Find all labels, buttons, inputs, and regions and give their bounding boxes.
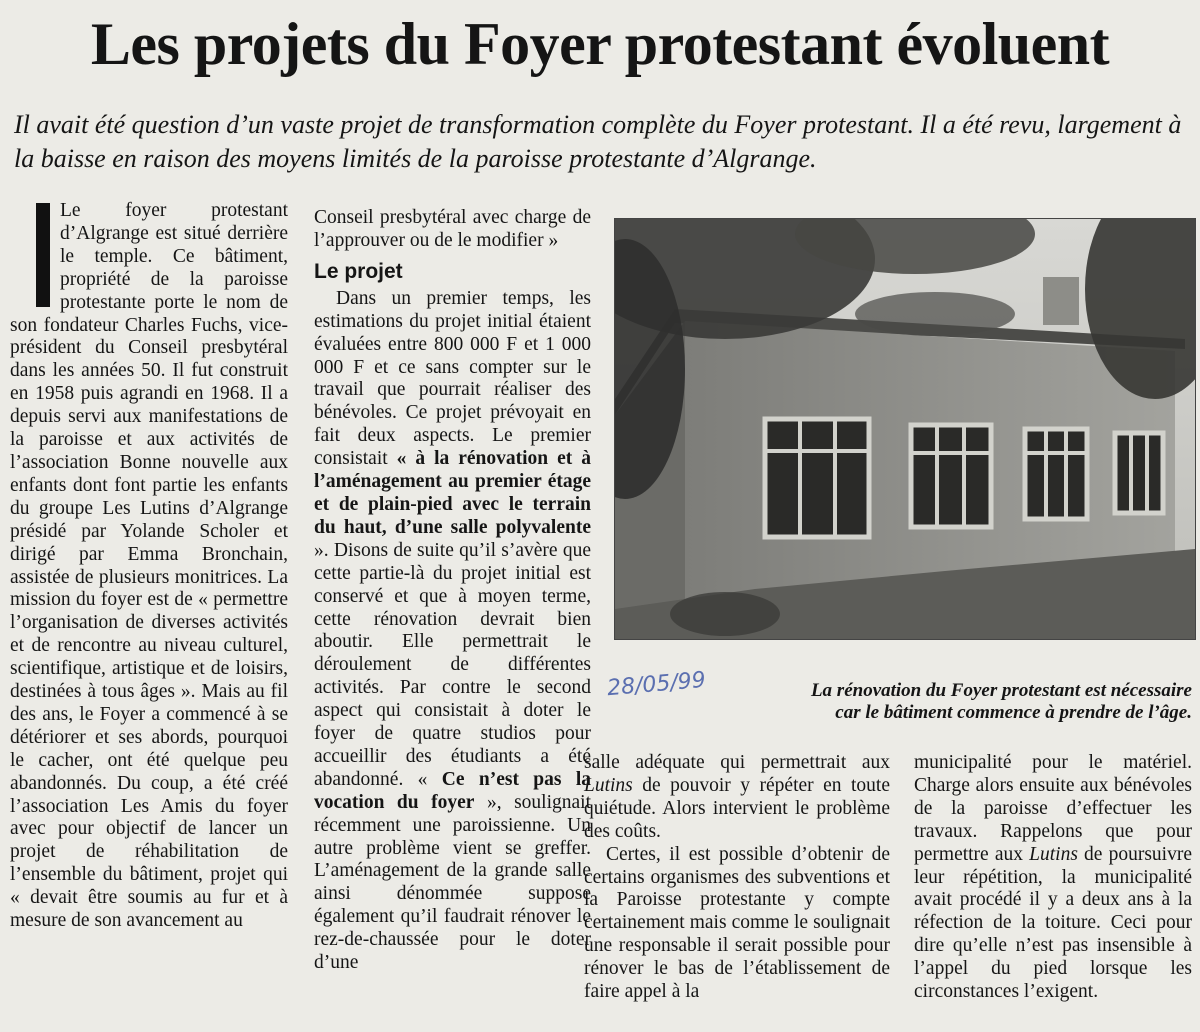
paragraph <box>584 752 890 844</box>
paragraph <box>914 752 1192 1004</box>
building-photo <box>614 218 1196 640</box>
drop-cap-bar <box>36 203 50 307</box>
text-run: de pouvoir y répéter en toute quiétude. Alors intervient le problème des coûts. <box>584 774 890 842</box>
text-run: salle adéquate qui permettrait aux <box>584 752 890 773</box>
date-stamp: 28/05/99 <box>606 667 707 702</box>
bold-quote: Ce n’est pas la vocation du foyer <box>314 768 592 813</box>
paragraph: Le foyer protestant d’Algrange est situé derrière le temple. Ce bâtiment, propriété de la paroisse protestante porte le nom de son fondateur Charles Fuchs, vice-président du Conseil presbytéral dans les années 50. Il fut construit en 1958 puis agrandi en 1968. Il a depuis servi aux manifestations de la paroisse et aux activités de l’association Bonne nouvelle aux enfants dont font partie les enfants du groupe Les Lutins d’Algrange présidé par Yolande Scholer et dirigé par Emma Bronchain, assistée de plusieurs monitrices. La mission du foyer est de « permettre l’organisation de diverses activités et de rencontre au niveau culturel, scientifique, artistique et de loisirs, destinées à tous âges ». Mais au fil des ans, le Foyer a commencé à se détériorer et ses abords, pourquoi le cacher, ont été quelque peu abandonnés. Du coup, a été créé l’association Les Amis du foyer avec pour objectif de lancer un projet de réhabilitation de l’ensemble du bâtiment, projet qui « devait être soumis au fur et à mesure de son avancement au <box>10 200 288 932</box>
headline: Les projets du Foyer protestant évoluent <box>90 11 1110 77</box>
article-column-2 <box>314 207 591 975</box>
text-run: », soulignait récemment une paroissienne. Un autre problème vient se greffer. L’aménagement de la grande salle ainsi dénommée suppose également qu’il faudrait rénover le rez-de-chaussée pour le doter d’une <box>314 791 592 974</box>
bold-quote: « à la rénovation et à l’aménagement au premier étage et de plain-pied avec le terrain du haut, d’une salle polyvalente <box>314 448 591 538</box>
chapeau: Il avait été question d’un vaste projet de transformation complète du Foyer protestant. Il a été revu, largement à la baisse en raison des moyens limités de la paroisse protestante d’Algrange. <box>14 110 1182 173</box>
italic-name: Lutins <box>584 774 633 796</box>
article-column-1 <box>10 200 288 933</box>
caption-line: car le bâtiment commence à prendre de l’âge. <box>835 702 1192 723</box>
text-run: municipalité pour le matériel. Charge alors ensuite aux bénévoles de la paroisse d’effectuer les travaux. Rappelons que pour permettre aux <box>914 752 1192 865</box>
article-column-4 <box>914 752 1192 1004</box>
italic-name: Lutins <box>1029 843 1078 865</box>
paragraph: Conseil presbytéral avec charge de l’approuver ou de le modifier » <box>314 207 591 251</box>
text-run: ». Disons de suite qu’il s’avère que cette partie-là du projet initial est conservé et que à moyen terme, cette rénovation devrait bien aboutir. Elle permettrait le déroulement de différentes activités. Par contre le second aspect qui consistait à doter le foyer de quatre studios pour accueillir des étudiants a été abandonné. « <box>314 539 591 790</box>
paragraph <box>314 288 591 975</box>
subheading: Le projet <box>314 259 403 283</box>
caption-line: La rénovation du Foyer protestant est nécessaire <box>810 680 1192 701</box>
article-column-3 <box>584 752 890 1004</box>
text-run: Dans un premier temps, les estimations du projet initial étaient évaluées entre 800 000 F et 1 000 000 F et ce sans compter sur le travail que pourrait réaliser des bénévoles. Ce projet prévoyait en fait deux aspects. Le premier consistait <box>314 287 591 470</box>
text-run: de poursuivre leur répétition, la municipalité avait procédé il y a deux ans à la réfection de la toiture. Ceci pour dire qu’elle n’est pas insensible à l’appel du pied lorsque les circonstances l’exigent. <box>914 843 1192 1003</box>
paragraph: Certes, il est possible d’obtenir de certains organismes des subventions et la Paroisse protestante y compte certainement mais comme le soulignait une responsable il serait possible pour rénover le bas de l’établissement de faire appel à la <box>584 843 890 1003</box>
photo-illustration <box>615 219 1195 639</box>
photo-caption <box>700 680 1192 724</box>
